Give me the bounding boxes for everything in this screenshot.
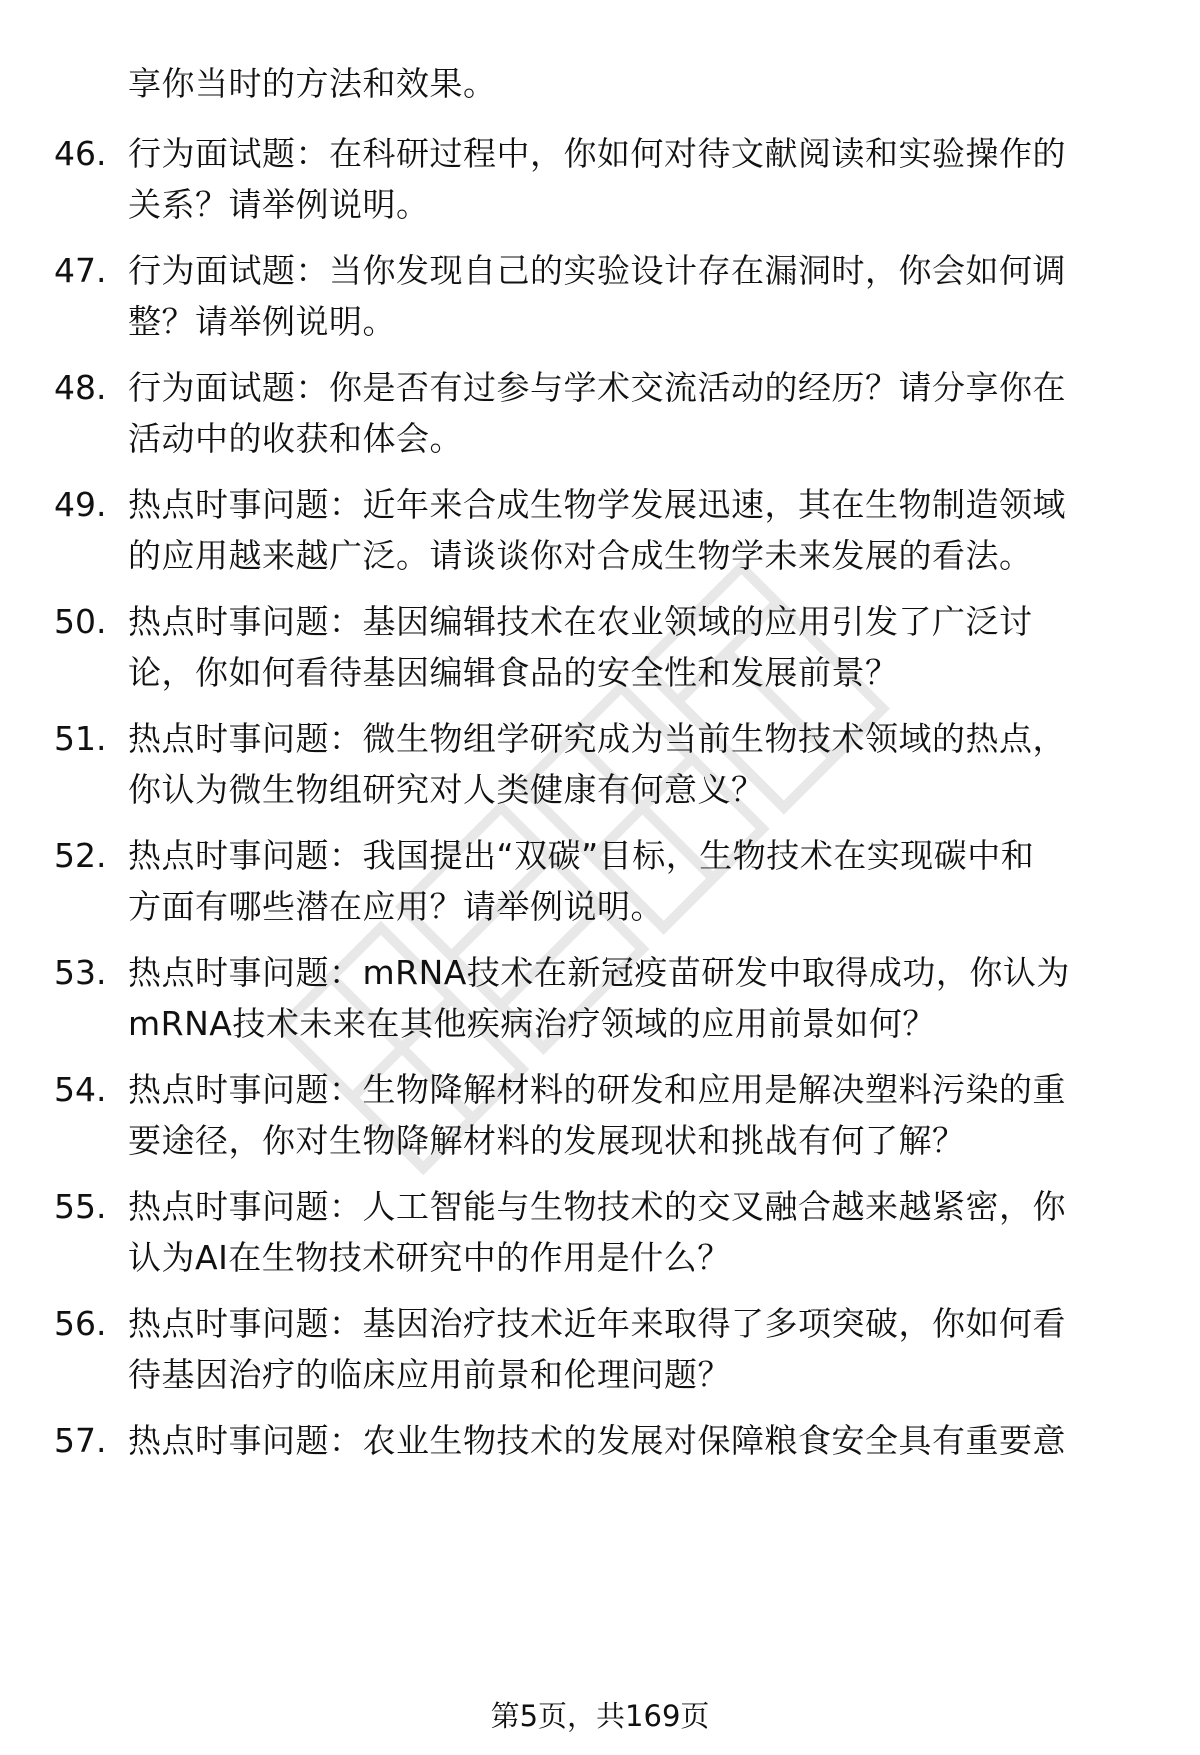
item-text-line: 行为面试题：在科研过程中，你如何对待文献阅读和实验操作的 [128, 134, 1066, 173]
item-text [128, 713, 1143, 815]
item-text-line: 热点时事问题：近年来合成生物学发展迅速，其在生物制造领域 [128, 485, 1066, 524]
item-text [128, 362, 1143, 464]
item-text-line: 认为AI在生物技术研究中的作用是什么？ [128, 1238, 731, 1277]
item-text-line: 整？请举例说明。 [128, 302, 396, 341]
item-text [128, 947, 1143, 1049]
item-text-line: 论，你如何看待基因编辑食品的安全性和发展前景？ [128, 653, 899, 692]
item-text-line: 享你当时的方法和效果。 [128, 64, 497, 103]
item-number: 52. [54, 836, 107, 875]
page-footer: 第5页，共169页 [490, 1699, 710, 1733]
item-text [128, 128, 1143, 230]
item-text-line: 热点时事问题：生物降解材料的研发和应用是解决塑料污染的重 [128, 1070, 1066, 1109]
item-text-line: 热点时事问题：基因治疗技术近年来取得了多项突破，你如何看 [128, 1304, 1066, 1343]
item-text-line: 活动中的收获和体会。 [128, 419, 463, 458]
item-number: 53. [54, 953, 107, 992]
item-number: 56. [54, 1304, 107, 1343]
item-number: 51. [54, 719, 107, 758]
item-text [128, 830, 1143, 932]
item-text-line: 待基因治疗的临床应用前景和伦理问题？ [128, 1355, 731, 1394]
item-text [128, 1298, 1143, 1400]
item-text [128, 1181, 1143, 1283]
item-text [128, 596, 1143, 698]
item-text-line: mRNA技术未来在其他疾病治疗领域的应用前景如何？ [128, 1004, 936, 1043]
item-text-line: 热点时事问题：农业生物技术的发展对保障粮食安全具有重要意 [128, 1421, 1066, 1460]
item-text-line: 热点时事问题：微生物组学研究成为当前生物技术领域的热点， [128, 719, 1066, 758]
item-text [128, 58, 1143, 109]
item-number: 57. [54, 1421, 107, 1460]
item-text-line: 方面有哪些潜在应用？请举例说明。 [128, 887, 664, 926]
item-number: 50. [54, 602, 107, 641]
item-number: 48. [54, 368, 107, 407]
item-text-line: 要途径，你对生物降解材料的发展现状和挑战有何了解？ [128, 1121, 966, 1160]
item-text-line: 关系？请举例说明。 [128, 185, 430, 224]
item-text-line: 热点时事问题：我国提出“双碳”目标，生物技术在实现碳中和 [128, 836, 1035, 875]
item-number: 54. [54, 1070, 107, 1109]
item-number: 55. [54, 1187, 107, 1226]
item-text [128, 1415, 1143, 1466]
item-number: 46. [54, 134, 107, 173]
item-text-line: 热点时事问题：mRNA技术在新冠疫苗研发中取得成功，你认为 [128, 953, 1070, 992]
item-text [128, 245, 1143, 347]
item-text-line: 行为面试题：当你发现自己的实验设计存在漏洞时，你会如何调 [128, 251, 1066, 290]
item-number: 49. [54, 485, 107, 524]
item-number: 47. [54, 251, 107, 290]
item-text-line: 热点时事问题：人工智能与生物技术的交叉融合越来越紧密，你 [128, 1187, 1066, 1226]
item-text [128, 1064, 1143, 1166]
item-text-line: 的应用越来越广泛。请谈谈你对合成生物学未来发展的看法。 [128, 536, 1033, 575]
item-text-line: 行为面试题：你是否有过参与学术交流活动的经历？请分享你在 [128, 368, 1066, 407]
item-text-line: 你认为微生物组研究对人类健康有何意义？ [128, 770, 765, 809]
item-text [128, 479, 1143, 581]
item-text-line: 热点时事问题：基因编辑技术在农业领域的应用引发了广泛讨 [128, 602, 1033, 641]
